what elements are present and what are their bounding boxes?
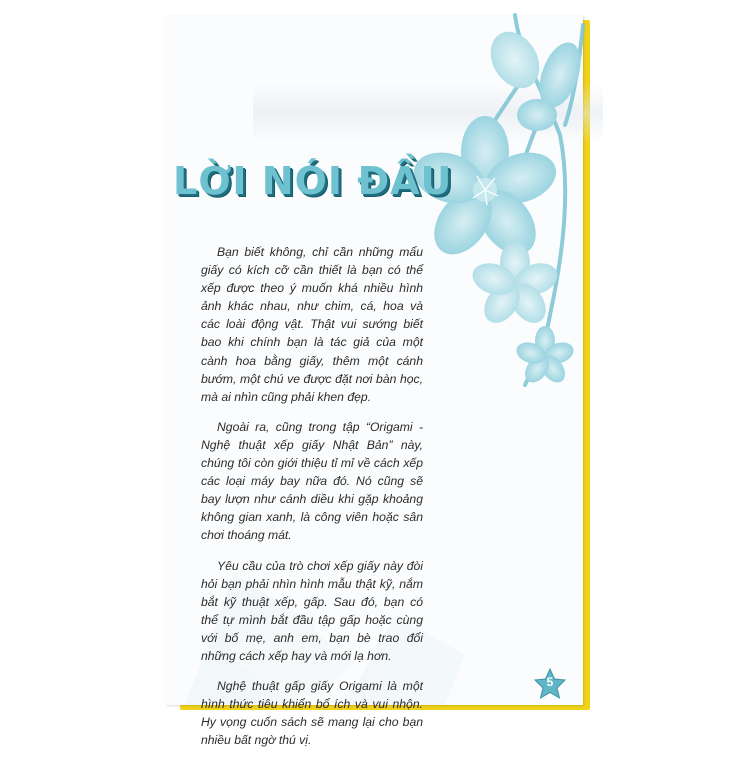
book-page [165, 15, 583, 748]
paragraph: Bạn biết không, chỉ cần những mẩu giấy có kích cỡ cần thiết là bạn có thể xếp được theo ý muốn khá nhiều hình ảnh khác nhau, như chim, cá, hoa và các loài động vật. Thật vui sướng biết bao khi chính bạn là tác giả của một cành hoa bằng giấy, thêm một cánh bướm, một chú ve được đặt nơi bàn học, mà ai nhìn cũng phải khen đẹp. [201, 245, 423, 404]
paragraph: Nghệ thuật gấp giấy Origami là một hình thức tiêu khiển bổ ích và vui nhộn. Hy vọng cuốn sách sẽ mang lại cho bạn nhiều bất ngờ thú vị. [201, 679, 423, 748]
page-number-badge [535, 669, 565, 699]
page-title: LỜI NÓI ĐẦU [173, 159, 453, 203]
page-number: 5 [546, 675, 554, 689]
foreword-body [201, 243, 423, 761]
paragraph: Yêu cầu của trò chơi xếp giấy này đòi hỏi bạn phải nhìn hình mẫu thật kỹ, nắm bắt kỹ thuật xếp, gấp. Sau đó, bạn có thể tự mình bắt đầu tập gấp hoặc cùng với bố mẹ, anh em, bạn bè trao đổi những cách xếp hay và mới lạ hơn. [201, 558, 423, 663]
paragraph: Ngoài ra, cũng trong tập “Origami - Nghệ thuật xếp giấy Nhật Bản” này, chúng tôi còn giới thiệu tỉ mỉ về cách xếp các loại máy bay nữa đó. Nó cũng sẽ bay lượn như cánh diều khi gặp khoảng không gian xanh, là công viên hoặc sân chơi thoáng mát. [201, 419, 423, 543]
secondary-flower [468, 241, 561, 330]
lower-flower [514, 326, 577, 387]
